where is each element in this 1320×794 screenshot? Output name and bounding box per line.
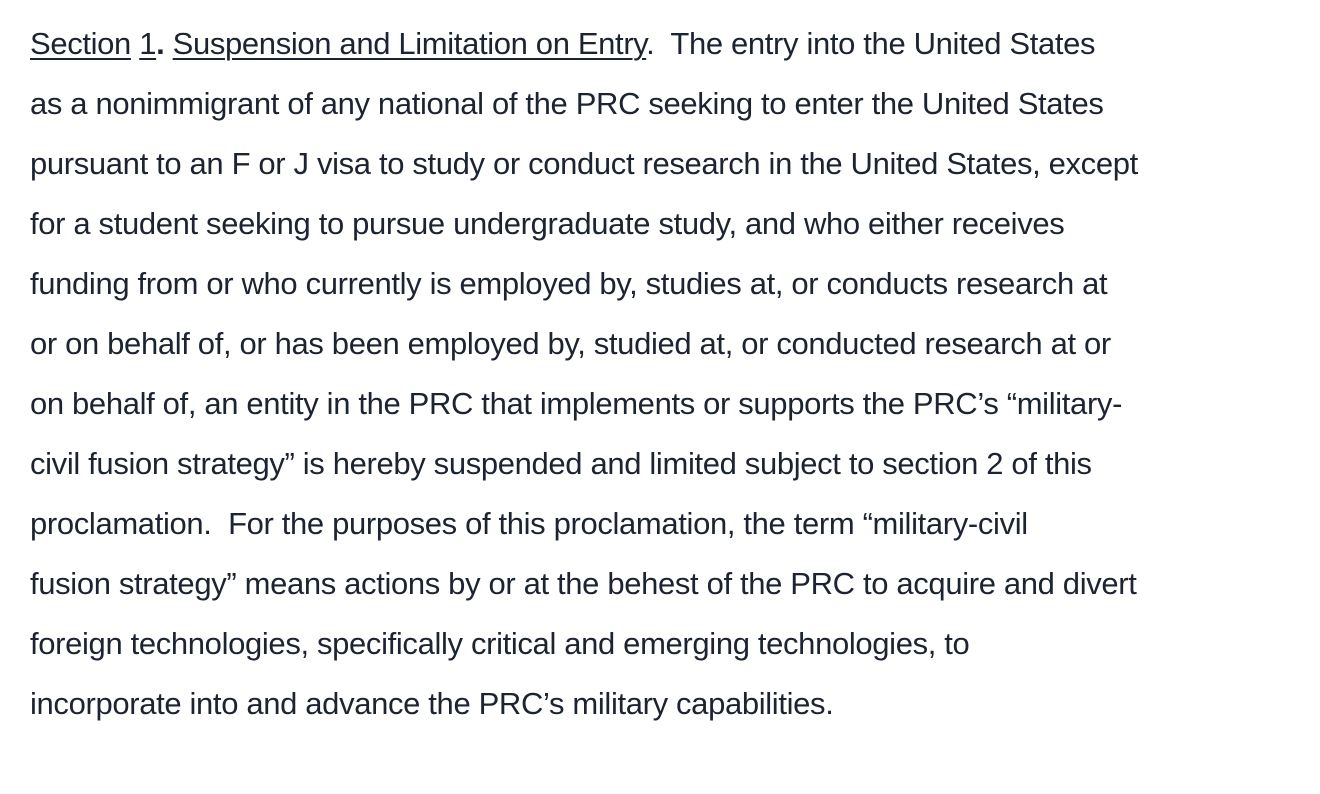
section-heading-line	[30, 14, 1285, 74]
body-line: foreign technologies, specifically critical and emerging technologies, to	[30, 626, 970, 661]
proclamation-section-1	[30, 14, 1285, 734]
body-line: on behalf of, an entity in the PRC that implements or supports the PRC’s “military-	[30, 386, 1123, 421]
section-lead-text: The entry into the United States	[654, 26, 1096, 61]
body-line: or on behalf of, or has been employed by, studied at, or conducted research at or	[30, 326, 1111, 361]
body-line: fusion strategy” means actions by or at the behest of the PRC to acquire and divert	[30, 566, 1137, 601]
body-line: civil fusion strategy” is hereby suspended and limited subject to section 2 of this	[30, 446, 1092, 481]
body-line: pursuant to an F or J visa to study or conduct research in the United States, except	[30, 146, 1138, 181]
section-number: 1	[139, 26, 157, 61]
body-line: for a student seeking to pursue undergraduate study, and who either receives	[30, 206, 1065, 241]
body-line: as a nonimmigrant of any national of the PRC seeking to enter the United States	[30, 86, 1104, 121]
section-title-period: .	[646, 26, 655, 61]
body-line: incorporate into and advance the PRC’s military capabilities.	[30, 686, 834, 721]
section-label: Section	[30, 26, 131, 61]
body-line: proclamation. For the purposes of this proclamation, the term “military-civil	[30, 506, 1028, 541]
body-line: funding from or who currently is employed by, studies at, or conducts research at	[30, 266, 1108, 301]
section-number-period: .	[156, 26, 165, 61]
section-title: Suspension and Limitation on Entry	[172, 26, 647, 61]
